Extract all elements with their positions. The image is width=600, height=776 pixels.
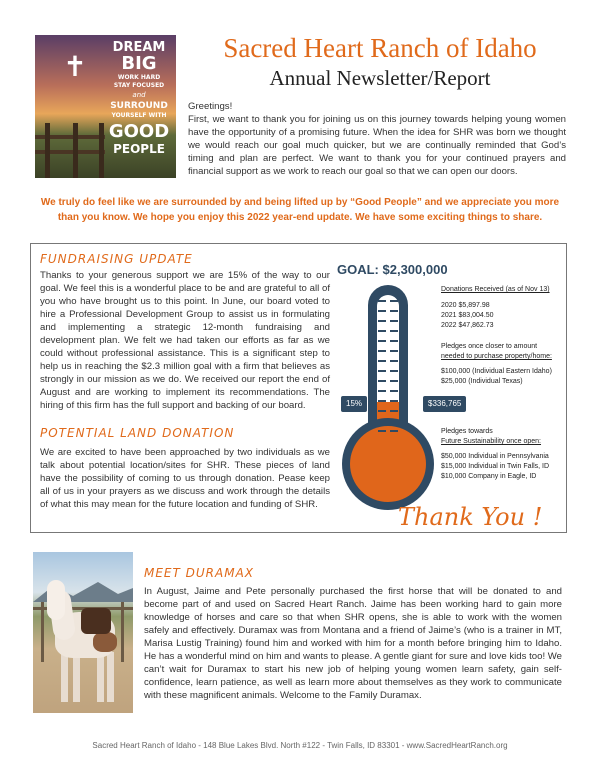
thermometer-tick	[378, 360, 386, 362]
thank-you-script: Thank You !	[398, 503, 543, 531]
thermometer-tick	[390, 320, 398, 322]
poster-line: and	[132, 91, 146, 99]
donations-heading: Donations Received (as of Nov 13)	[441, 286, 550, 293]
pledge-item: $100,000 (Individual Eastern Idaho)	[441, 368, 552, 375]
pledges-sustain-subheading: Future Sustainability once open:	[441, 438, 542, 445]
percent-tag: 15%	[341, 396, 367, 412]
poster-line: GOOD	[108, 121, 170, 142]
poster-line: WORK HARD	[117, 74, 161, 81]
dream-big-poster-image	[35, 35, 176, 178]
thermometer-tick	[378, 430, 386, 432]
footer-address: Sacred Heart Ranch of Idaho - 148 Blue Lakes Blvd. North #122 - Twin Falls, ID 83301 - www.SacredHeartRanch.org	[92, 741, 508, 750]
poster-line: YOURSELF WITH	[111, 112, 167, 119]
thermometer-tick	[378, 310, 386, 312]
fence-post	[45, 123, 50, 178]
poster-line: STAY FOCUSED	[113, 82, 165, 89]
pledges-property	[441, 342, 552, 387]
newsletter-title: Sacred Heart Ranch of Idaho	[223, 33, 537, 63]
poster-line: SURROUND	[110, 101, 168, 111]
thermometer-tick	[390, 310, 398, 312]
thermometer-tick	[390, 380, 398, 382]
thermometer-tick	[378, 320, 386, 322]
donation-item: 2020 $5,897.98	[441, 302, 490, 309]
thermometer-tick	[390, 360, 398, 362]
donation-item: 2021 $83,004.50	[441, 312, 494, 319]
thermometer-tick	[378, 420, 386, 422]
land-donation-heading: POTENTIAL LAND DONATION	[40, 426, 235, 440]
pledges-sustain-heading: Pledges towards	[441, 428, 493, 435]
highlight-message: We truly do feel like we are surrounded by and being lifted up by “Good People” and we appreciate you more than you know. We hope you enjoy this 2022 year-end update. We have some exciting things to share.	[40, 197, 560, 223]
thermometer-tick	[390, 390, 398, 392]
amount-tag: $336,765	[423, 396, 466, 412]
pledges-sustainability	[441, 427, 549, 482]
newsletter-subtitle: Annual Newsletter/Report	[269, 66, 491, 90]
intro-text	[188, 100, 566, 178]
thermometer-tick	[390, 340, 398, 342]
thermometer-tick	[378, 380, 386, 382]
thermometer-tick	[378, 300, 386, 302]
intro-paragraph: First, we want to thank you for joining us on this journey towards helping young women have the opportunity of a promising future. When the idea for SHR was born we thought we would reach our goal much quicker, but we are continually reminded that God’s timing and plan are perfect. We want to thank you for your continued prayers and financial support as we work to reach our goal so that we can open our doors.	[188, 114, 566, 177]
thermometer-tick	[378, 410, 386, 412]
fundraising-heading: FUNDRAISING UPDATE	[40, 252, 193, 266]
duramax-text: In August, Jaime and Pete personally purchased the first horse that will be donated to and become part of and used on Sacred Heart Ranch. Jaime has been working hard to gain more knowledge of horses and care so that when SHR opens, she is able to work with the women safely and effectively. Duramax was from Montana and a friend of Jaime’s (who is a trainer in MT, Marisa Lustig Training) found him and worked with him for a month before bringing him to Idaho. He has a wonderful mind on him and wants to please. A gentle giant for sure and love kids too! We can’t wait for Duramax to start his new job of helping young women learn safety, gain self-confidence, learn patience, as well as learn more about themselves as they work to communicate with these magnificent animals. Welcome to the Family Duramax.	[144, 586, 562, 701]
fundraising-text: Thanks to your generous support we are 15% of the way to our goal. We feel this is a wonderful place to be and are grateful to all of you who have brought us to this point. In June, our board voted to hire a Professional Development Group to assist us in formulating and implementing a strategic 12-month fundraising and development plan. We felt we had taken our efforts as far as we could without professional assistance. This is a significant step to help us in reaching the $2.3 million goal with a firm that believes as strongly in our mission as we do. We received our report the end of August and are working to implement its recommendations. The hiring of this firm has the full support and backing of our board.	[40, 270, 330, 411]
thermometer-tick	[390, 350, 398, 352]
pledge-item: $50,000 Individual in Pennsylvania	[441, 453, 549, 460]
land-donation-text: We are excited to have been approached by two individuals as we talk about potential location/sites for SHR. These pieces of land have the possibility of coming to us through donation. Pease keep all of us in your prayers as we discuss and work through the details of what this may mean for the future location and funding of SHR.	[40, 447, 330, 510]
thermometer-bulb-fill	[350, 426, 426, 502]
thermometer-tick	[378, 390, 386, 392]
thermometer-tick	[390, 370, 398, 372]
duramax-horse-photo	[33, 552, 133, 713]
donation-item: 2022 $47,862.73	[441, 322, 494, 329]
thermometer-tick	[390, 420, 398, 422]
fence-post	[99, 123, 104, 178]
poster-line: PEOPLE	[113, 142, 165, 156]
poster-line: BIG	[121, 53, 157, 74]
poster-line: DREAM	[112, 40, 166, 55]
pledges-property-heading: Pledges once closer to amount	[441, 343, 538, 350]
thermometer-tick	[390, 300, 398, 302]
thermometer-tick	[390, 330, 398, 332]
donations-received	[441, 285, 550, 331]
thermometer-tick	[378, 330, 386, 332]
greeting: Greetings!	[188, 101, 233, 112]
duramax-heading: MEET DURAMAX	[144, 566, 255, 580]
thermometer-tick	[390, 410, 398, 412]
thermometer-tick	[378, 370, 386, 372]
pledge-item: $10,000 Company in Eagle, ID	[441, 473, 537, 480]
thermometer-tick	[378, 350, 386, 352]
fence-post	[73, 123, 78, 178]
thermometer-tick	[390, 430, 398, 432]
thermometer-tick	[378, 400, 386, 402]
thermometer-tick	[390, 400, 398, 402]
pledge-item: $25,000 (Individual Texas)	[441, 378, 523, 385]
thermometer-tick	[378, 340, 386, 342]
heart-cross-icon: ✝	[63, 50, 87, 83]
pledges-property-subheading: needed to purchase property/home:	[441, 353, 552, 360]
pledge-item: $15,000 Individual in Twin Falls, ID	[441, 463, 550, 470]
goal-label: GOAL: $2,300,000	[337, 262, 448, 277]
